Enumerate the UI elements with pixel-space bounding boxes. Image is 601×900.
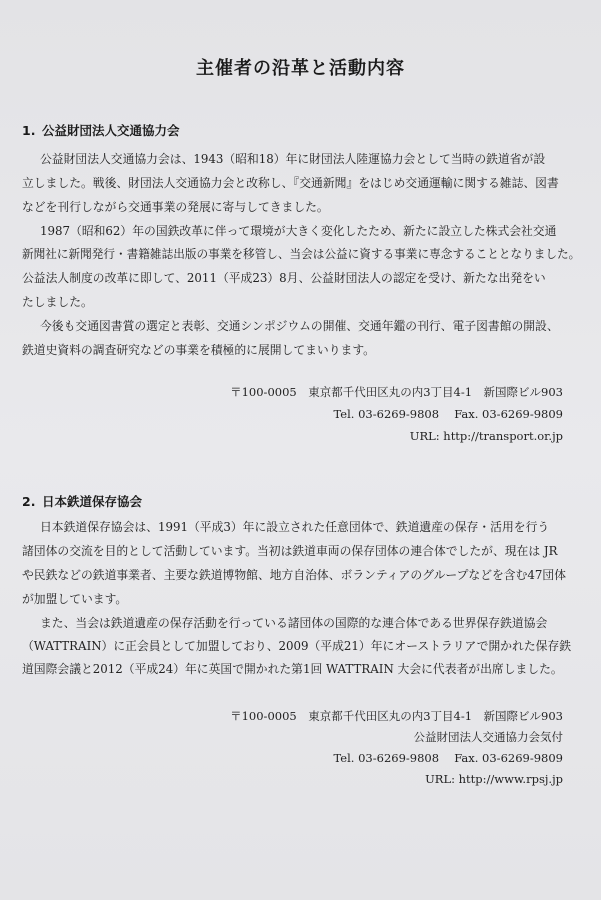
section-2-title: 日本鉄道保存協会 bbox=[42, 494, 143, 509]
section-1-paragraph-line: 立しました。戦後、財団法人交通協力会と改称し、『交通新聞』をはじめ交通運輸に関する雑誌、図書 bbox=[22, 176, 559, 190]
section-2-paragraph-line: また、当会は鉄道遺産の保存活動を行っている諸団体の国際的な連合体である世界保存鉄道協会 bbox=[40, 616, 548, 630]
section-2-paragraph-line: （WATTRAIN）に正会員として加盟しており、2009（平成21）年にオーストラリアで開かれた保存鉄 bbox=[22, 639, 572, 653]
page-title: 主催者の沿革と活動内容 bbox=[196, 58, 405, 79]
section-2-phone-fax: Tel. 03-6269-9808 Fax. 03-6269-9809 bbox=[333, 751, 563, 765]
section-2-care-of: 公益財団法人交通協力会気付 bbox=[413, 730, 563, 744]
section-1-paragraph-line: 1987（昭和62）年の国鉄改革に伴って環境が大きく変化したため、新たに設立した株式会社交通 bbox=[40, 224, 557, 238]
section-2-paragraph-line: 諸団体の交流を目的として活動しています。当初は鉄道車両の保存団体の連合体でしたが、現在は JR bbox=[22, 544, 558, 558]
section-1-title: 公益財団法人交通協力会 bbox=[42, 123, 180, 138]
section-1-paragraph-line: 鉄道史資料の調査研究などの事業を積極的に展開してまいります。 bbox=[22, 343, 375, 357]
section-1-postal-address: 〒100-0005 東京都千代田区丸の内3丁目4-1 新国際ビル903 bbox=[230, 385, 563, 399]
section-2-paragraph-line: や民鉄などの鉄道事業者、主要な鉄道博物館、地方自治体、ボランティアのグループなどを含む47団体 bbox=[22, 568, 566, 582]
section-1-paragraph-line: たしました。 bbox=[22, 295, 93, 309]
section-1-paragraph-line: 公益法人制度の改革に即して、2011（平成23）8月、公益財団法人の認定を受け、新たな出発をい bbox=[22, 271, 546, 285]
section-1-url: URL: http://transport.or.jp bbox=[409, 429, 563, 443]
section-2-postal-address: 〒100-0005 東京都千代田区丸の内3丁目4-1 新国際ビル903 bbox=[230, 709, 563, 723]
section-1-phone-fax: Tel. 03-6269-9808 Fax. 03-6269-9809 bbox=[333, 407, 563, 421]
section-1-paragraph-line: などを刊行しながら交通事業の発展に寄与してきました。 bbox=[22, 200, 329, 214]
section-2-paragraph-line: 道国際会議と2012（平成24）年に英国で開かれた第1回 WATTRAIN 大会に代表者が出席しました。 bbox=[22, 662, 563, 676]
section-2-paragraph-line: 日本鉄道保存協会は、1991（平成3）年に設立された任意団体で、鉄道遺産の保存・活用を行う bbox=[40, 520, 550, 534]
section-1-number: 1. bbox=[22, 123, 36, 138]
section-2-paragraph-line: が加盟しています。 bbox=[22, 592, 128, 606]
section-1-paragraph-line: 今後も交通図書賞の選定と表彰、交通シンポジウムの開催、交通年鑑の刊行、電子図書館の開設、 bbox=[40, 319, 559, 333]
section-1-heading bbox=[22, 121, 180, 139]
section-1-paragraph-line: 公益財団法人交通協力会は、1943（昭和18）年に財団法人陸運協力会として当時の鉄道省が設 bbox=[40, 152, 546, 166]
section-2-heading bbox=[22, 492, 142, 510]
section-1-paragraph-line: 新聞社に新聞発行・書籍雑誌出版の事業を移管し、当会は公益に資する事業に専念することとなりました。 bbox=[22, 247, 581, 261]
section-2-url: URL: http://www.rpsj.jp bbox=[425, 772, 563, 786]
section-2-number: 2. bbox=[22, 494, 36, 509]
